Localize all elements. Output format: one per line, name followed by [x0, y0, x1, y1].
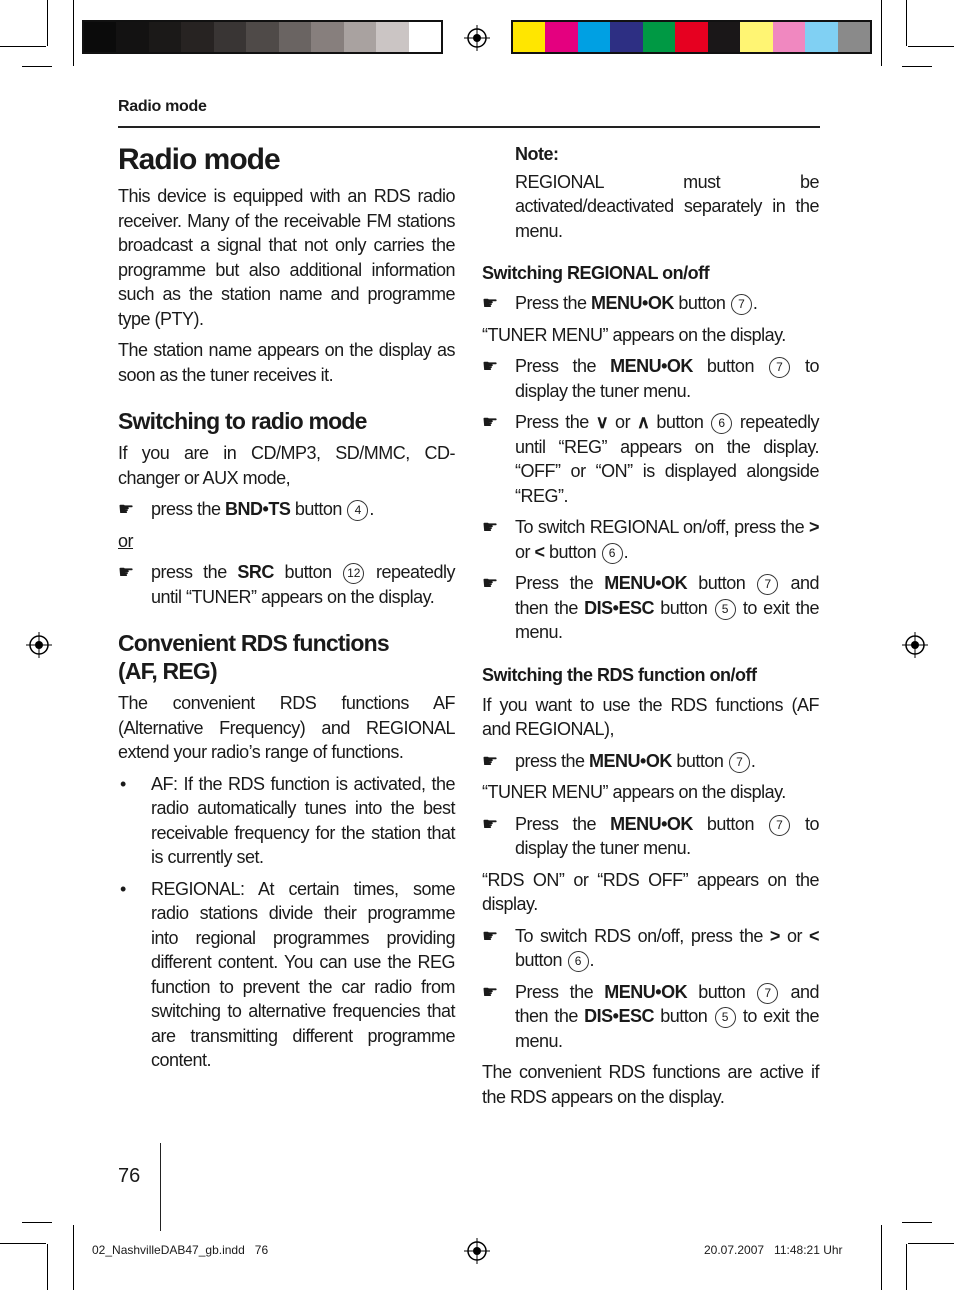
button-number: 12 — [343, 563, 364, 584]
section-paragraph: If you are in CD/MP3, SD/MMC, CD-changer or AUX mode, — [118, 443, 455, 488]
button-number: 6 — [568, 951, 589, 972]
right-arrow-icon: > — [808, 517, 819, 537]
color-swatch — [578, 22, 610, 52]
button-number: 7 — [769, 357, 790, 378]
list-item: • REGIONAL: At certain times, some radio stations divide their programme into regional programmes providing different content. You can use the REG function to prevent the car radio from switching to alternative frequencies that are transmitting different programme content. — [120, 878, 455, 1070]
pointing-hand-icon: ☛ — [482, 412, 498, 432]
instruction-step: ☛ press the SRC button 12 repeatedly until “TUNER” appears on the display. — [118, 562, 456, 607]
color-swatch — [246, 22, 278, 52]
pointing-hand-icon: ☛ — [482, 813, 498, 834]
header-rule — [118, 126, 820, 128]
pointing-hand-icon: ☛ — [482, 925, 498, 946]
pointing-hand-icon: ☛ — [482, 750, 498, 771]
pointing-hand-icon: ☛ — [482, 573, 498, 593]
page-title: Radio mode — [118, 143, 280, 176]
instruction-step: ☛ Press the MENU•OK button 7 and then the DIS•ESC button 5 to exit the menu. — [482, 981, 819, 1051]
crop-mark — [0, 46, 46, 47]
instruction-step: ☛ press the MENU•OK button 7 . — [482, 749, 819, 774]
section-title-rds-function: Switching the RDS function on/off — [482, 664, 757, 685]
registration-mark-icon — [902, 632, 928, 658]
crop-mark — [902, 66, 932, 67]
section-paragraph: The convenient RDS functions AF (Alternative Frequency) and REGIONAL extend your radio’s range of functions. — [118, 693, 455, 762]
crop-mark — [902, 1222, 932, 1223]
slug-timestamp: 20.07.2007 11:48:21 Uhr — [704, 1243, 843, 1257]
crop-mark — [0, 1243, 46, 1244]
section-title-regional: Switching REGIONAL on/off — [482, 263, 710, 283]
instruction-step: ☛ Press the MENU•OK button 7 to display the tuner menu. — [482, 356, 819, 401]
crop-mark — [906, 0, 907, 46]
list-item: • AF: If the RDS function is activated, the radio automatically tunes into the best receivable frequency for the station that is currently set. — [120, 773, 455, 867]
section-paragraph: If you want to use the RDS functions (AF and REGIONAL), — [482, 694, 819, 739]
crop-mark — [73, 1225, 74, 1290]
left-arrow-icon: < — [809, 925, 820, 946]
color-swatch — [805, 22, 837, 52]
left-column — [118, 140, 455, 1080]
pointing-hand-icon: ☛ — [482, 981, 498, 1002]
section-title-switching-radio: Switching to radio mode — [118, 408, 367, 434]
bullet-mark: • — [120, 773, 126, 794]
running-head: Radio mode — [118, 98, 207, 115]
crop-mark — [22, 1222, 52, 1223]
note-title: Note: — [515, 144, 559, 164]
instruction-step: ☛ To switch REGIONAL on/off, press the > or < button 6 . — [482, 517, 819, 562]
button-number: 7 — [769, 815, 790, 836]
note-block — [482, 142, 819, 243]
key-label: DIS•ESC — [584, 597, 654, 618]
pointing-hand-icon: ☛ — [118, 562, 134, 582]
down-arrow-icon: ∨ — [595, 412, 609, 432]
closing-paragraph: The convenient RDS functions are active if the RDS appears on the display. — [482, 1062, 819, 1107]
color-swatch — [675, 22, 707, 52]
or-separator: or — [118, 530, 134, 551]
registration-mark-icon — [464, 1238, 490, 1264]
color-swatch — [740, 22, 772, 52]
instruction-step: ☛ press the BND•TS button 4 . — [118, 497, 455, 522]
intro-paragraph-2: The station name appears on the display as soon as the tuner receives it. — [118, 340, 455, 385]
color-swatch — [545, 22, 577, 52]
instruction-step: ☛ Press the MENU•OK button 7 to display the tuner menu. — [482, 813, 819, 858]
button-number: 6 — [711, 413, 732, 434]
color-swatch — [376, 22, 408, 52]
registration-mark-icon — [26, 632, 52, 658]
page-number: 76 — [118, 1165, 141, 1187]
button-number: 4 — [347, 500, 368, 521]
section-title-convenient-rds: Convenient RDS functions (AF, REG) — [118, 630, 389, 684]
instruction-step: ☛ Press the ∨ or ∧ button 6 repeatedly until “REG” appears on the display. “OFF” or “ON” is displayed alongside “REG”. — [482, 412, 819, 506]
crop-mark — [73, 0, 74, 66]
pointing-hand-icon: ☛ — [118, 499, 134, 519]
key-label: MENU•OK — [610, 813, 693, 834]
bullet-mark: • — [120, 878, 126, 899]
note-text: REGIONAL must be activated/deactivated separately in the menu. — [515, 171, 819, 241]
key-label: SRC — [237, 562, 274, 582]
display-message: “RDS ON” or “RDS OFF” appears on the display. — [482, 869, 819, 914]
up-arrow-icon: ∧ — [636, 412, 650, 432]
crop-mark — [22, 66, 52, 67]
slug-filename: 02_NashvilleDAB47_gb.indd 76 — [92, 1243, 269, 1257]
color-swatch — [149, 22, 181, 52]
page-number-rule — [160, 1143, 161, 1231]
crop-mark — [47, 0, 48, 46]
color-swatch — [84, 22, 116, 52]
right-arrow-icon: > — [769, 925, 780, 946]
instruction-step: ☛ Press the MENU•OK button 7 and then the DIS•ESC button 5 to exit the menu. — [482, 573, 819, 642]
color-swatch — [311, 22, 343, 52]
button-number: 7 — [757, 983, 778, 1004]
color-swatch — [181, 22, 213, 52]
button-number: 5 — [715, 1007, 736, 1028]
color-swatch — [409, 22, 441, 52]
key-label: DIS•ESC — [584, 1006, 654, 1026]
color-swatch — [214, 22, 246, 52]
button-number: 7 — [731, 294, 752, 315]
key-label: MENU•OK — [604, 981, 688, 1002]
display-message: “TUNER MENU” appears on the display. — [482, 782, 786, 802]
key-label: MENU•OK — [604, 573, 688, 593]
color-swatch — [708, 22, 740, 52]
crop-mark — [906, 1244, 907, 1290]
instruction-step: ☛ Press the MENU•OK button 7 . — [482, 291, 819, 316]
color-swatch — [344, 22, 376, 52]
crop-mark — [47, 1244, 48, 1290]
key-label: MENU•OK — [589, 750, 672, 771]
pointing-hand-icon: ☛ — [482, 517, 498, 537]
button-number: 7 — [757, 574, 778, 595]
color-swatch — [643, 22, 675, 52]
crop-mark — [881, 0, 882, 66]
color-calibration-bar — [511, 20, 872, 54]
registration-mark-icon — [464, 25, 490, 51]
crop-mark — [908, 1243, 954, 1244]
pointing-hand-icon: ☛ — [482, 356, 498, 376]
color-swatch — [279, 22, 311, 52]
display-message: “TUNER MENU” appears on the display. — [482, 324, 786, 345]
left-arrow-icon: < — [534, 541, 545, 562]
color-swatch — [773, 22, 805, 52]
color-swatch — [610, 22, 642, 52]
button-number: 6 — [602, 543, 623, 564]
crop-mark — [908, 46, 954, 47]
key-label: MENU•OK — [610, 356, 693, 376]
color-swatch — [513, 22, 545, 52]
instruction-step: ☛ To switch RDS on/off, press the > or < button 6 . — [482, 925, 820, 970]
intro-paragraph: This device is equipped with an RDS radio receiver. Many of the receivable FM stations broadcast a signal that not only carries the programme but also additional information such as the station name and programme type (PTY). — [118, 186, 455, 329]
key-label: BND•TS — [225, 499, 291, 519]
right-column — [482, 140, 819, 1116]
crop-mark — [881, 1225, 882, 1290]
color-swatch — [116, 22, 148, 52]
pointing-hand-icon: ☛ — [482, 293, 498, 313]
button-number: 5 — [715, 599, 736, 620]
key-label: MENU•OK — [591, 293, 674, 313]
color-swatch — [838, 22, 870, 52]
button-number: 7 — [729, 752, 750, 773]
grayscale-calibration-bar — [82, 20, 443, 54]
